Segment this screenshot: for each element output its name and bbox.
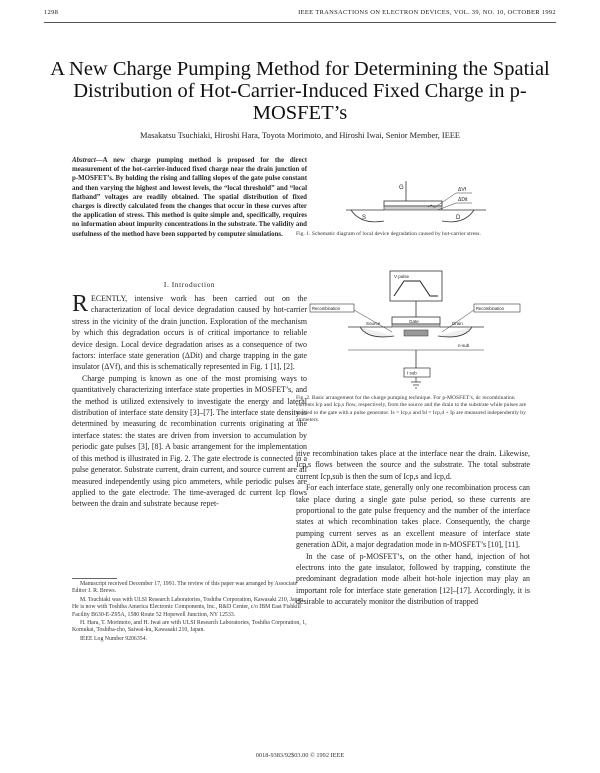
fig1-label-source: S xyxy=(362,215,367,221)
fig2-label-recomb-left: Recombination xyxy=(312,306,340,311)
copyright-line: 0018-9383/92$03.00 © 1992 IEEE xyxy=(255,752,345,759)
running-header xyxy=(44,9,556,21)
abstract-heading: Abstract— xyxy=(72,157,103,164)
fig2-label-nsub: n-sub xyxy=(458,343,470,348)
fig1-label-drain: D xyxy=(456,215,461,221)
fig1-label-gate: G xyxy=(399,185,404,191)
fig2-source-region xyxy=(360,327,394,337)
footnote-log-number: IEEE Log Number 9206354. xyxy=(80,635,147,642)
interface-state-region xyxy=(404,330,428,336)
fig2-label-source: Source xyxy=(366,321,381,326)
paper-title: A New Charge Pumping Method for Determining the Spatial Distribution of Hot-Carrier-Induced Fixed Charge in p-MOSFET’s xyxy=(50,58,550,124)
figure-1-caption: Fig. 1. Schematic diagram of local device degradation caused by hot-carrier stress. xyxy=(296,231,481,237)
author-list: Masakatsu Tsuchiaki, Hiroshi Hara, Toyota Morimoto, and Hiroshi Iwai, Senior Member, IEEE xyxy=(139,131,461,140)
right-paragraph-1: itive recombination takes place at the interface near the drain. Likewise, Icp,s flows between the source and the substrate. The total substrate current Icp,sub is then the sum of Icp,s and Icp,d. xyxy=(296,449,530,481)
fig1-leader-ddit xyxy=(438,203,472,210)
right-column-body xyxy=(296,448,530,608)
footnote-affiliation-1: M. Tsuchiaki was with ULSI Research Laboratories, Toshiba Corporation, Kawasaki 210, Japan. He is now with Toshiba America Electronic Components, Inc., R&D Center, c/o IBM East Fishkill Facility B630-E-Z95A, 1580 Route 52 Hopewell Junction, NY 12533. xyxy=(72,596,305,618)
fig2-label-pulse: V pulse xyxy=(394,274,410,279)
intro-paragraph-2: Charge pumping is known as one of the most promising ways to quantitatively characterizing interface state properties in MOSFET’s, and the method is utilized extensively to investigate the energy and lateral distribution of interface state density [3]–[7]. The interface state density is determined by measuring dc recombination currents originating at the interface states: the states are driven from inversion to accumulation by periodic gate pulses [3], [8]. A basic arrangement for the implementation of this method is illustrated in Fig. 2. The gate electrode is connected to a pulse generator. Substrate current, drain current, and source current are all measured independently using pico ammeters, while periodic pulses are applied to the gate electrode. The time-averaged dc current Icp flows between the drain and substrate because repet- xyxy=(72,373,307,509)
gate-pulse-waveform xyxy=(394,281,438,296)
footnote-rule xyxy=(72,578,117,579)
abstract xyxy=(72,156,307,239)
right-paragraph-2: For each interface state, generally only one recombination process can take place during a single gate pulse period, so these currents are proportional to the gate pulse frequency and the number of the interface states at which recombination takes place. Consequently, the charge pumping current serves as an excellent measure of interface state generation ΔDit, a major degradation mode in n-MOSFET’s [10], [11]. xyxy=(296,483,530,550)
ground-symbol xyxy=(411,382,421,388)
fig1-label-dvf: ΔVf xyxy=(458,187,467,193)
fig2-label-drain: Drain xyxy=(452,321,463,326)
fig2-label-recomb-right: Recombination xyxy=(476,306,504,311)
fig2-gate-oxide xyxy=(392,324,440,327)
fig2-drain-region xyxy=(438,327,472,337)
fig2-label-isub: I sub xyxy=(407,370,417,376)
intro-paragraph-1 xyxy=(72,293,307,373)
journal-name: IEEE TRANSACTIONS ON ELECTRON DEVICES, VOL. 39, NO. 10, OCTOBER 1992 xyxy=(298,9,556,16)
footnotes xyxy=(72,581,307,644)
figure-2-diagram xyxy=(308,270,522,392)
fig1-label-ddit: ΔDit xyxy=(458,197,468,203)
section-heading: I. Introduction xyxy=(163,280,216,289)
footnote-affiliation-2: H. Hara, T. Morimoto, and H. Iwai are with ULSI Research Laboratories, Toshiba Corporation, 1, Komukai, Toshiba-cho, Saiwai-ku, Kawasaki 210, Japan. xyxy=(72,620,307,634)
page-number: 1298 xyxy=(44,9,59,16)
header-rule xyxy=(44,22,556,23)
source-junction xyxy=(351,210,384,222)
right-paragraph-3: In the case of p-MOSFET’s, on the other hand, injection of hot electrons into the gate insulator, followed by trapping, constitute the predominant degradation mode albeit hot-hole injection may play an important role for interface state generation [12]–[17]. Accordingly, it is desirable to accurately monitor the distribution of trapped xyxy=(296,551,530,607)
intro-paragraph-1-text: ECENTLY, intensive work has been carried out on the characterization of local device degradation caused by hot-carrier stress in the vicinity of the drain junction. Exploration of the mechanism by which this degradation occurs is of critical importance to reliable device design. Local device degradation arises as a consequence of two factors: interface state generation (ΔDit) and charge trapping in the gate insulator (ΔVf), and this is schematically represented in Fig. 1 [1], [2]. xyxy=(72,294,307,372)
abstract-text: A new charge pumping method is proposed for the direct measurement of the hot-carrier-induced fixed charge near the drain junction of p-MOSFET’s. By holding the rising and falling slopes of the gate pulse constant and then varying the highest and lowest levels, the “local threshold” and “local flatband” voltages are readily obtained. The spatial distribution of fixed charges is directly calculated from the changes that occur in these curves after the application of stress. This method is quite simple and, specifically, requires no information about impurity concentrations in the substrate. The validity and usefulness of the method have been supported by computer simulations. xyxy=(72,157,307,238)
figure-1-diagram xyxy=(306,162,506,266)
footnote-manuscript: Manuscript received December 17, 1991. The review of this paper was arranged by Associate Editor J. R. Brews. xyxy=(72,581,298,595)
figure-2-caption: Fig. 2. Basic arrangement for the charge pumping technique. For p-MOSFET’s, dc recombination currents Icp and Icp,s flow, respectively, from the source and the drain to the substrate while pulses are applied to the gate with a pulse generator. Is = Icp,s and Id = Icp,d + Ip are measured independently by ammeters. xyxy=(296,395,527,423)
gate-electrode xyxy=(384,201,442,206)
introduction-body xyxy=(72,293,307,510)
fig2-label-gate: Gate xyxy=(409,319,419,324)
drop-cap: R xyxy=(72,291,89,317)
